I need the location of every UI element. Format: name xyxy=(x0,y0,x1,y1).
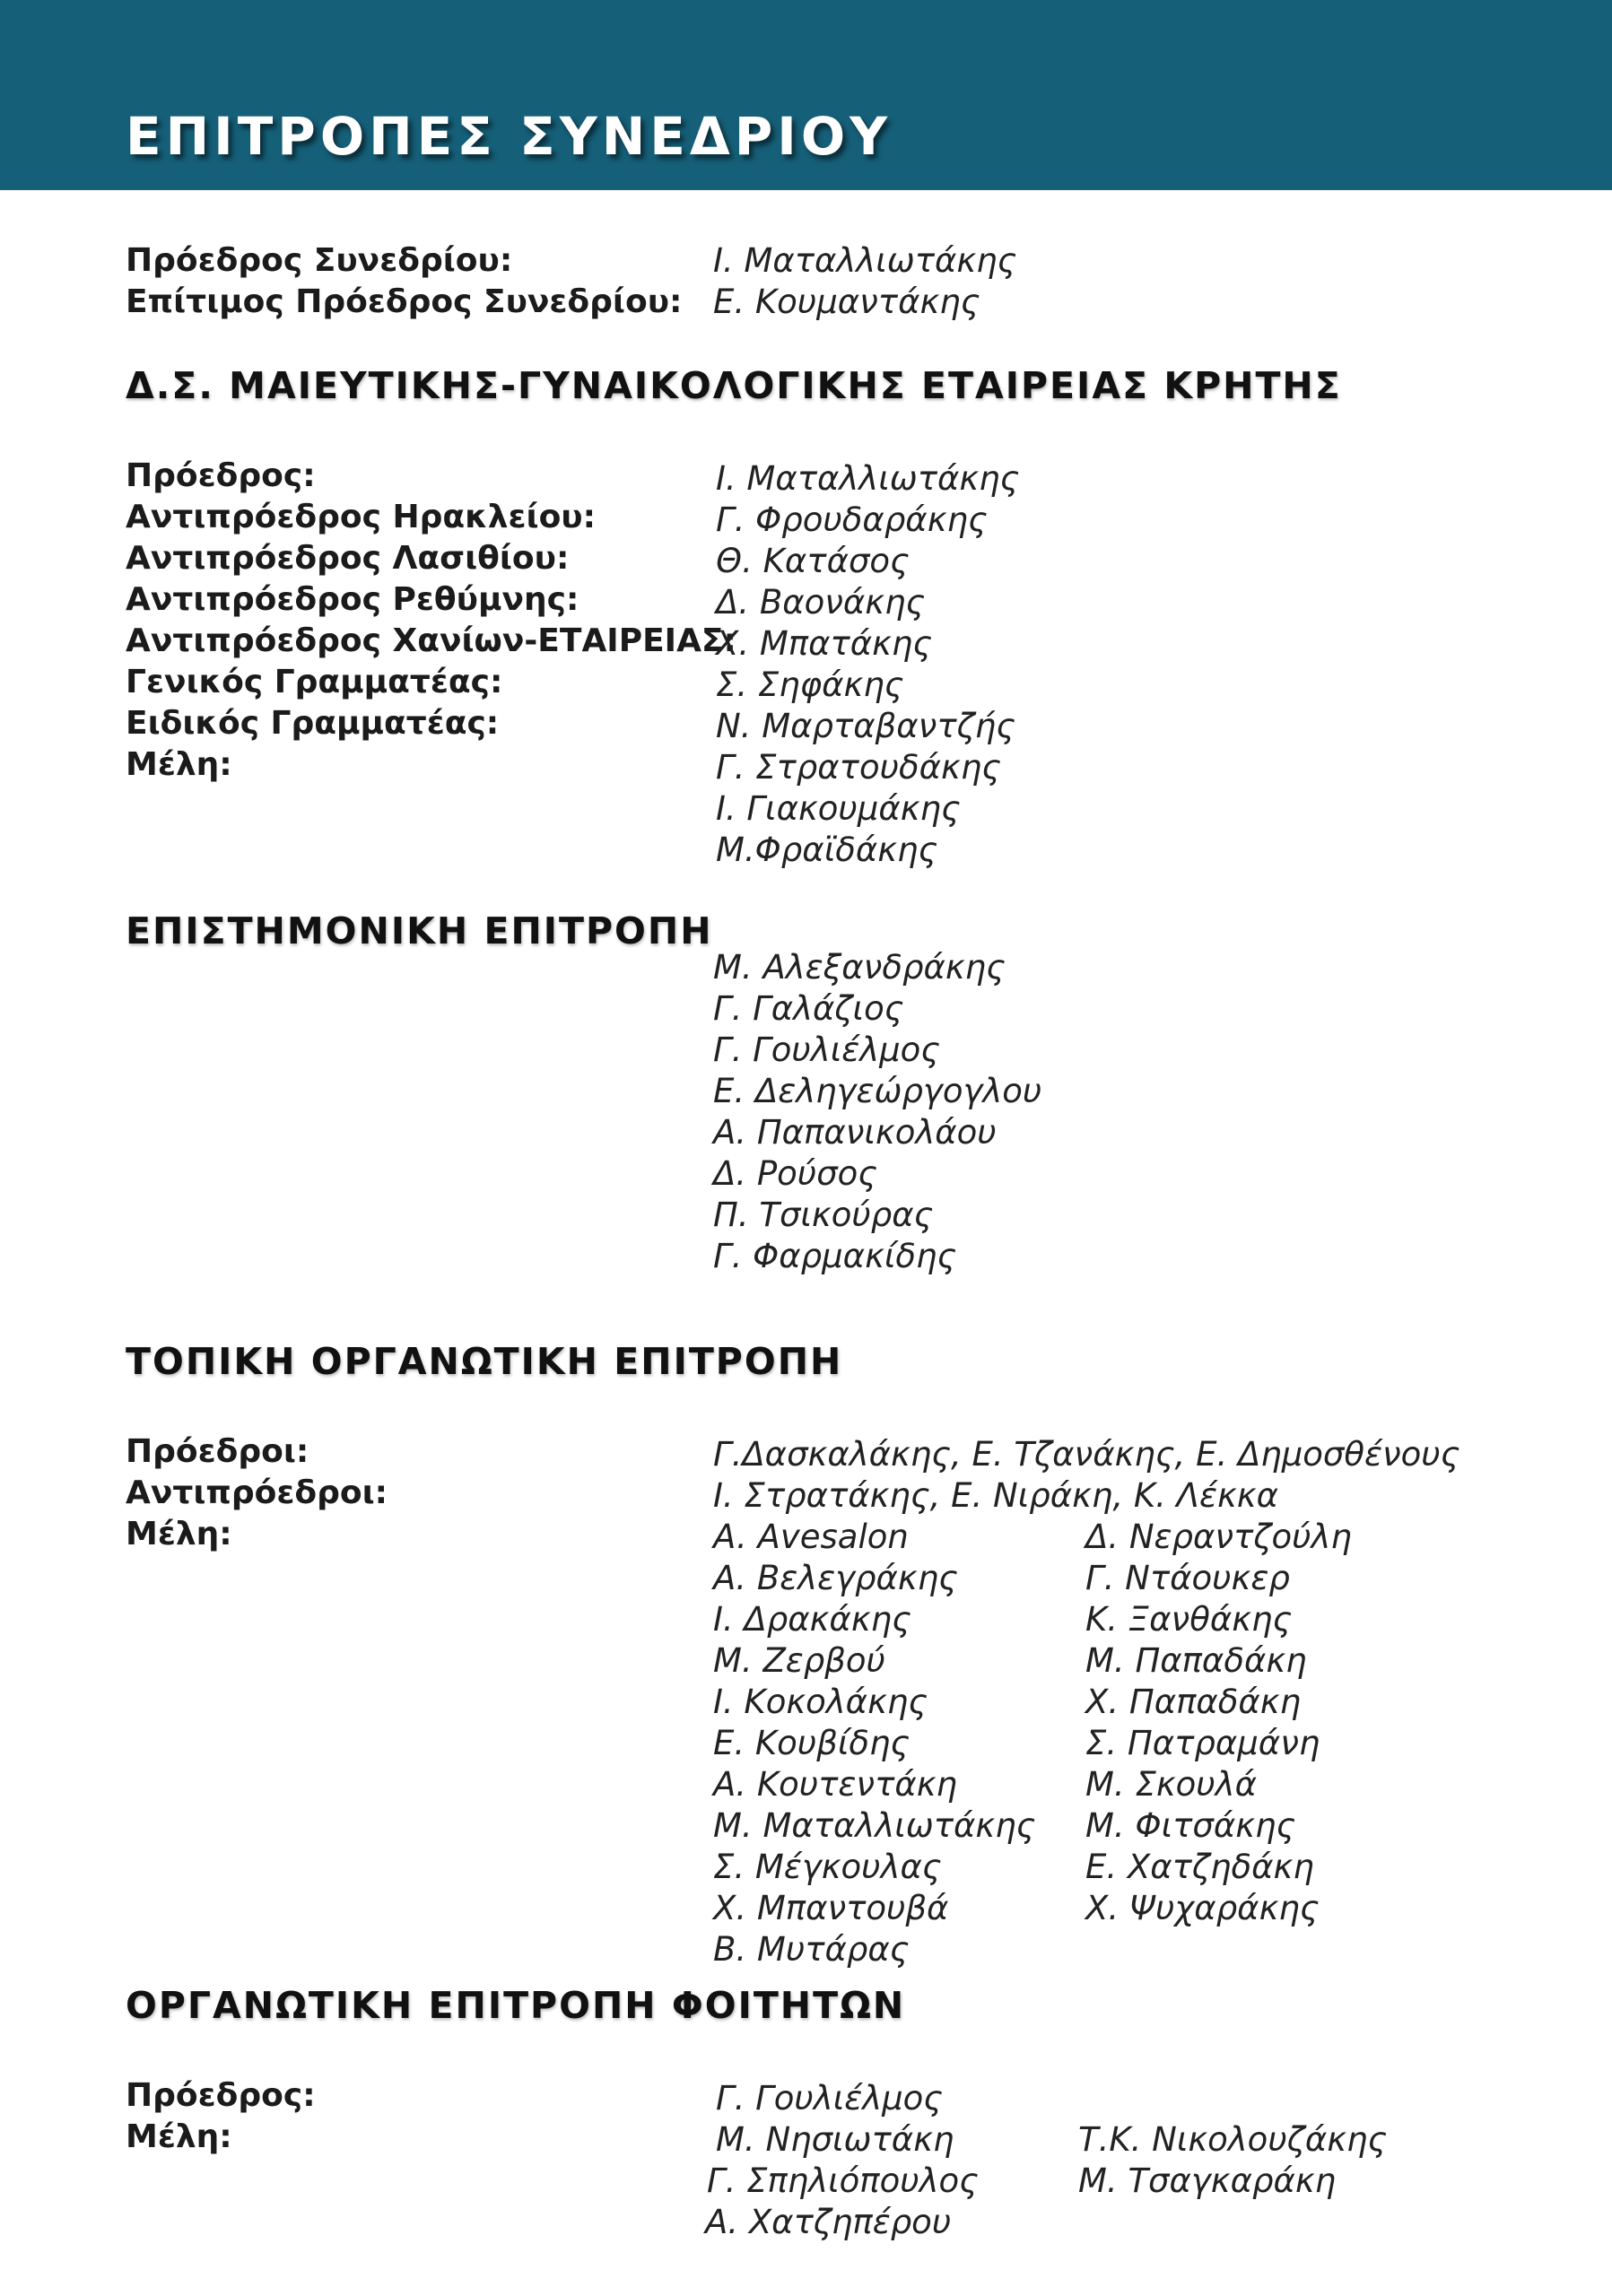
local-member-name: Χ. Μπαντουβά xyxy=(713,1889,949,1927)
student-member-name: Γ. Σπηλιόπουλος xyxy=(707,2161,979,2200)
board-member-name: Γ. Φρουδαράκης xyxy=(716,500,988,539)
board-role-label: Αντιπρόεδρος Χανίων-ΕΤΑΙΡΕΙΑΣ: xyxy=(126,622,736,659)
local-members-label: Μέλη: xyxy=(126,1516,232,1552)
local-member-name: Ι. Δρακάκης xyxy=(713,1600,911,1639)
local-member-name: Σ. Μέγκουλας xyxy=(713,1848,942,1886)
board-role-label: Γενικός Γραμματέας: xyxy=(126,664,503,700)
scientific-member-name: Μ. Αλεξανδράκης xyxy=(713,948,1006,987)
board-member-name: Θ. Κατάσος xyxy=(716,542,910,580)
local-vice-names: Ι. Στρατάκης, Ε. Νιράκη, Κ. Λέκκα xyxy=(713,1476,1278,1515)
local-member-name: Δ. Νεραντζούλη xyxy=(1085,1518,1352,1556)
local-member-name: Μ. Φιτσάκης xyxy=(1085,1806,1296,1845)
honorary-president-label: Επίτιμος Πρόεδρος Συνεδρίου: xyxy=(126,283,683,320)
board-heading: Δ.Σ. ΜΑΙΕΥΤΙΚΗΣ-ΓΥΝΑΙΚΟΛΟΓΙΚΗΣ ΕΤΑΙΡΕΙΑΣ ΚΡΗΤΗΣ xyxy=(126,364,1342,407)
congress-president-label: Πρόεδρος Συνεδρίου: xyxy=(126,242,513,279)
board-member-name: Χ. Μπατάκης xyxy=(716,624,933,663)
scientific-member-name: Δ. Ρούσος xyxy=(713,1154,877,1193)
honorary-president-name: Ε. Κουμαντάκης xyxy=(713,283,980,321)
scientific-member-name: Γ. Γουλιέλμος xyxy=(713,1031,941,1069)
board-role-label: Πρόεδρος: xyxy=(126,457,316,494)
page-title: ΕΠΙΤΡΟΠΕΣ ΣΥΝΕΔΡΙΟΥ xyxy=(126,106,893,167)
board-role-label: Μέλη: xyxy=(126,746,232,783)
local-member-name: Ε. Κουβίδης xyxy=(713,1724,911,1762)
local-presidents-label: Πρόεδροι: xyxy=(126,1433,309,1470)
board-member-name: Μ.Φραϊδάκης xyxy=(716,831,938,869)
local-member-name: Μ. Ματαλλιωτάκης xyxy=(713,1806,1036,1845)
local-member-name: Μ. Ζερβού xyxy=(713,1641,885,1680)
student-member-name: Μ. Τσαγκαράκη xyxy=(1078,2161,1337,2200)
board-member-name: Ι. Ματαλλιωτάκης xyxy=(716,459,1020,498)
local-vice-label: Αντιπρόεδροι: xyxy=(126,1474,388,1511)
scientific-member-name: Π. Τσικούρας xyxy=(713,1196,934,1234)
local-member-name: Μ. Σκουλά xyxy=(1085,1765,1257,1804)
local-member-name: Χ. Παπαδάκη xyxy=(1085,1683,1302,1721)
board-member-name: Γ. Στρατουδάκης xyxy=(716,748,1001,787)
local-member-name: Ε. Χατζηδάκη xyxy=(1085,1848,1314,1886)
board-role-label: Αντιπρόεδρος Ρεθύμνης: xyxy=(126,581,579,618)
local-member-name: Ι. Κοκολάκης xyxy=(713,1683,928,1721)
student-member-name: Α. Χατζηπέρου xyxy=(705,2203,952,2241)
scientific-member-name: Γ. Φαρμακίδης xyxy=(713,1237,957,1275)
scientific-heading: ΕΠΙΣΤΗΜΟΝΙΚΗ ΕΠΙΤΡΟΠΗ xyxy=(126,909,713,952)
board-member-name: Ν. Μαρταβαντζής xyxy=(716,707,1015,745)
local-member-name: Χ. Ψυχαράκης xyxy=(1085,1889,1320,1927)
local-committee-heading: ΤΟΠΙΚΗ ΟΡΓΑΝΩΤΙΚΗ ΕΠΙΤΡΟΠΗ xyxy=(126,1340,843,1383)
congress-president-name: Ι. Ματαλλιωτάκης xyxy=(713,241,1017,280)
students-members-label: Μέλη: xyxy=(126,2118,232,2155)
students-president-name: Γ. Γουλιέλμος xyxy=(716,2079,944,2118)
local-member-name: Α. Βελεγράκης xyxy=(713,1559,958,1597)
local-member-name: Γ. Ντάουκερ xyxy=(1085,1559,1290,1597)
local-presidents-names: Γ.Δασκαλάκης, Ε. Τζανάκης, Ε. Δημοσθένους xyxy=(713,1435,1460,1474)
local-member-name: Μ. Παπαδάκη xyxy=(1085,1641,1307,1680)
board-role-label: Ειδικός Γραμματέας: xyxy=(126,705,500,742)
local-member-name: Κ. Ξανθάκης xyxy=(1085,1600,1293,1639)
student-member-name: Μ. Νησιωτάκη xyxy=(716,2120,954,2159)
local-member-name: Σ. Πατραμάνη xyxy=(1085,1724,1320,1762)
local-member-name: A. Avesalon xyxy=(713,1518,909,1556)
scientific-member-name: Γ. Γαλάζιος xyxy=(713,989,904,1028)
board-role-label: Αντιπρόεδρος Ηρακλείου: xyxy=(126,499,597,535)
scientific-member-name: Α. Παπανικολάου xyxy=(713,1113,997,1152)
board-member-name: Ι. Γιακουμάκης xyxy=(716,789,961,828)
board-member-name: Σ. Σηφάκης xyxy=(716,665,904,704)
students-committee-heading: ΟΡΓΑΝΩΤΙΚΗ ΕΠΙΤΡΟΠΗ ΦΟΙΤΗΤΩΝ xyxy=(126,1984,906,2027)
students-president-label: Πρόεδρος: xyxy=(126,2077,316,2114)
student-member-name: Τ.Κ. Νικολουζάκης xyxy=(1078,2120,1388,2159)
scientific-member-name: Ε. Δεληγεώργογλου xyxy=(713,1072,1042,1110)
local-member-name: Β. Μυτάρας xyxy=(713,1930,910,1969)
board-role-label: Αντιπρόεδρος Λασιθίου: xyxy=(126,540,570,577)
board-member-name: Δ. Βαονάκης xyxy=(716,583,926,622)
local-member-name: Α. Κουτεντάκη xyxy=(713,1765,958,1804)
